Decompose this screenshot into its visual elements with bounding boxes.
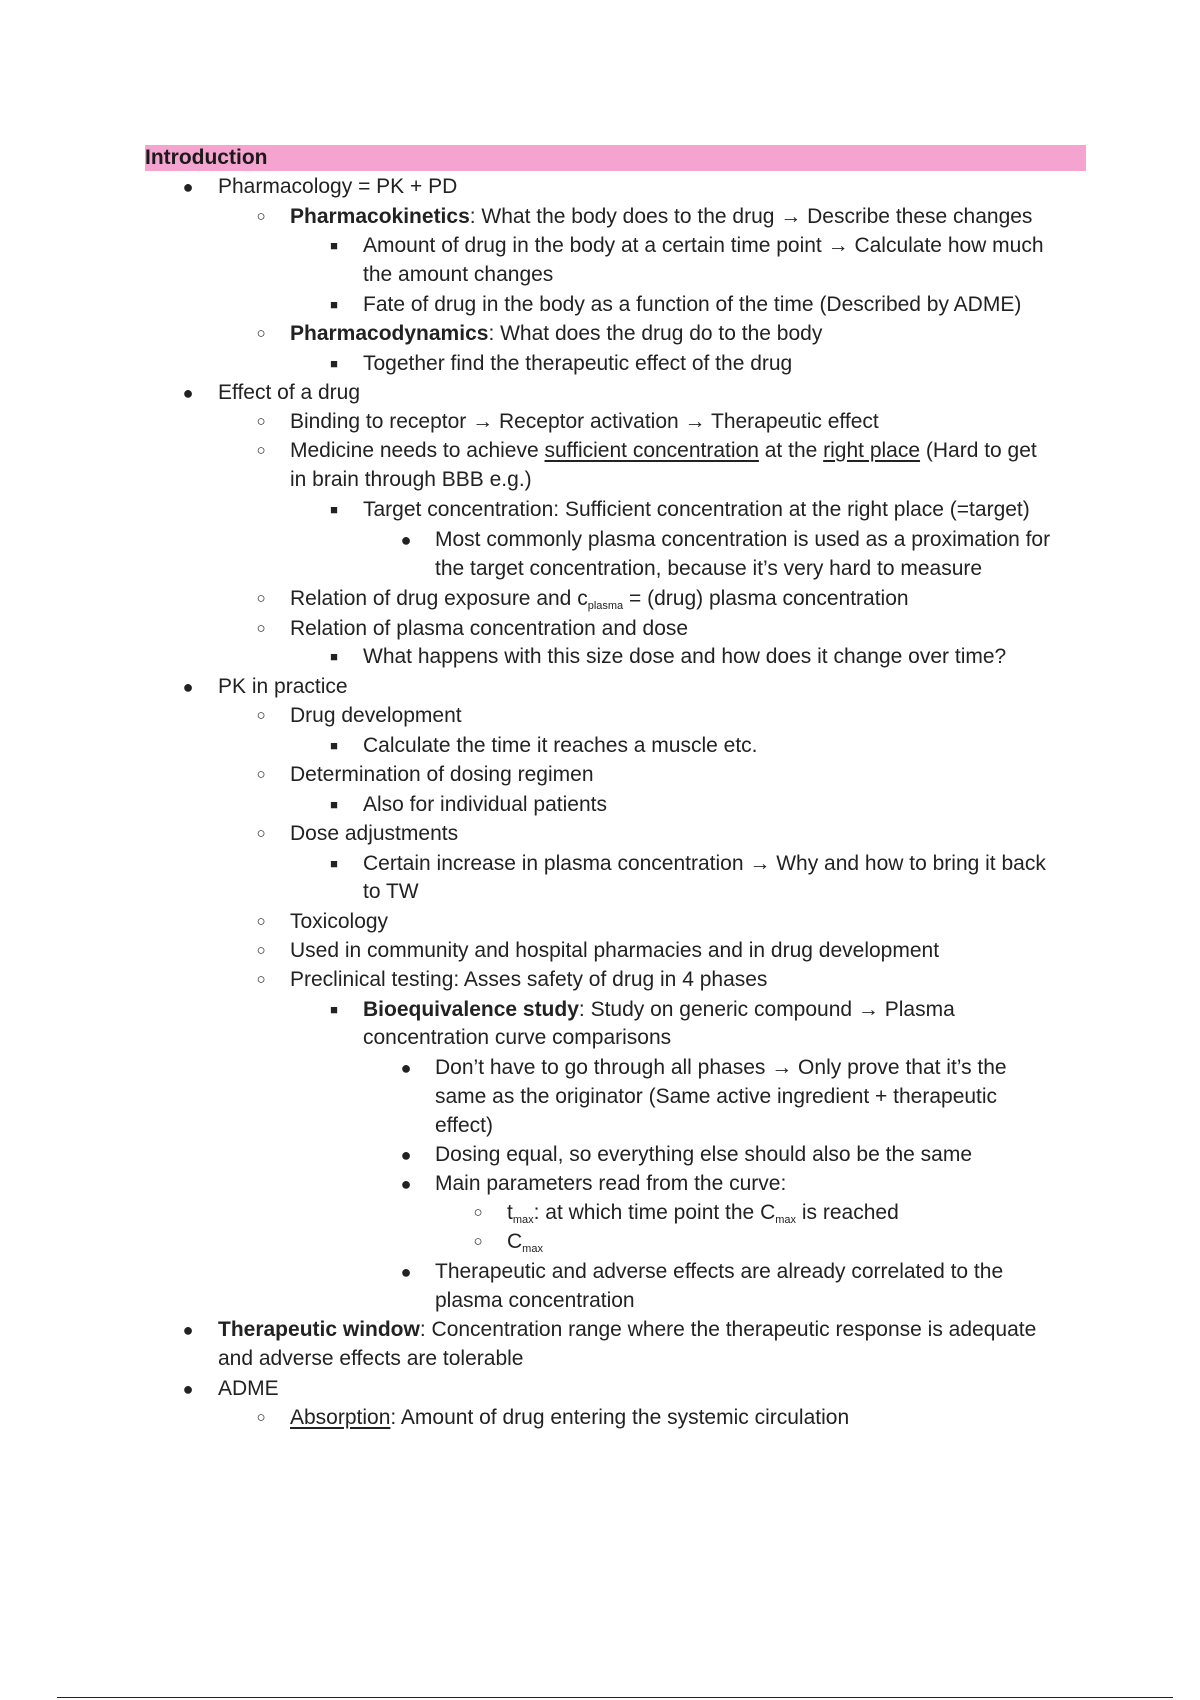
bullet-square: ■ xyxy=(330,356,338,371)
bullet-text: Calculate the time it reaches a muscle etc. xyxy=(363,734,758,757)
bullet-text: Target concentration: Sufficient concentration at the right place (=target) xyxy=(363,498,1030,521)
bullet-text: Used in community and hospital pharmacies and in drug development xyxy=(290,939,940,962)
bullet-square: ■ xyxy=(330,238,338,253)
bullet-circle: ○ xyxy=(256,325,266,342)
bullet-text-continuation: effect) xyxy=(435,1114,493,1137)
bullet-text: Preclinical testing: Asses safety of drug in 4 phases xyxy=(290,968,768,991)
section-heading: Introduction xyxy=(145,145,1086,171)
bullet-square: ■ xyxy=(330,649,338,664)
bullet-text: Also for individual patients xyxy=(363,793,607,816)
bullet-text: Drug development xyxy=(290,704,462,727)
bullet-disc: ● xyxy=(400,1262,412,1282)
bullet-circle: ○ xyxy=(473,1233,483,1250)
bullet-text: Effect of a drug xyxy=(218,381,361,404)
bullet-disc: ● xyxy=(182,177,194,197)
bullet-text: Absorption: Amount of drug entering the systemic circulation xyxy=(290,1406,850,1429)
bullet-text: Therapeutic and adverse effects are already correlated to the xyxy=(435,1260,1004,1283)
bullet-text-continuation: to TW xyxy=(363,880,419,903)
bullet-text: Relation of plasma concentration and dose xyxy=(290,617,689,640)
bullet-circle: ○ xyxy=(256,1409,266,1426)
bullet-circle: ○ xyxy=(473,1204,483,1221)
page-footer-rule xyxy=(57,1697,1173,1698)
bullet-square: ■ xyxy=(330,856,338,871)
bullet-text: Don’t have to go through all phases → Only prove that it’s the xyxy=(435,1056,1007,1079)
bullet-circle: ○ xyxy=(256,913,266,930)
bullet-text: Bioequivalence study: Study on generic compound → Plasma xyxy=(363,998,955,1021)
bullet-text: Main parameters read from the curve: xyxy=(435,1172,787,1195)
bullet-disc: ● xyxy=(400,1174,412,1194)
bullet-text: Together find the therapeutic effect of the drug xyxy=(363,352,793,375)
bullet-text-continuation: same as the originator (Same active ingredient + therapeutic xyxy=(435,1085,998,1108)
bullet-text: Therapeutic window: Concentration range where the therapeutic response is adequate xyxy=(218,1318,1037,1341)
bullet-text: Certain increase in plasma concentration → Why and how to bring it back xyxy=(363,852,1046,875)
bullet-disc: ● xyxy=(400,1058,412,1078)
bullet-circle: ○ xyxy=(256,442,266,459)
bullet-text: Amount of drug in the body at a certain time point → Calculate how much xyxy=(363,234,1044,257)
bullet-text-continuation: plasma concentration xyxy=(435,1289,635,1312)
bullet-square: ■ xyxy=(330,502,338,517)
bullet-square: ■ xyxy=(330,797,338,812)
bullet-circle: ○ xyxy=(256,766,266,783)
bullet-circle: ○ xyxy=(256,620,266,637)
bullet-text-continuation: in brain through BBB e.g.) xyxy=(290,468,532,491)
bullet-text: Toxicology xyxy=(290,910,389,933)
bullet-text-continuation: the amount changes xyxy=(363,263,554,286)
bullet-text: Determination of dosing regimen xyxy=(290,763,594,786)
bullet-text: Pharmacology = PK + PD xyxy=(218,175,458,198)
bullet-text: Dosing equal, so everything else should also be the same xyxy=(435,1143,972,1166)
bullet-disc: ● xyxy=(182,383,194,403)
bullet-circle: ○ xyxy=(256,208,266,225)
bullet-square: ■ xyxy=(330,297,338,312)
bullet-disc: ● xyxy=(400,1145,412,1165)
bullet-circle: ○ xyxy=(256,707,266,724)
bullet-disc: ● xyxy=(182,677,194,697)
bullet-text: Dose adjustments xyxy=(290,822,459,845)
bullet-disc: ● xyxy=(182,1379,194,1399)
bullet-disc: ● xyxy=(400,530,412,550)
bullet-text: Fate of drug in the body as a function of the time (Described by ADME) xyxy=(363,293,1022,316)
bullet-text: $t_{max}$: at which time point the $C_{max}$ is reached xyxy=(507,1201,899,1226)
bullet-circle: ○ xyxy=(256,942,266,959)
bullet-circle: ○ xyxy=(256,413,266,430)
bullet-text: What happens with this size dose and how does it change over time? xyxy=(363,645,1007,668)
bullet-text-continuation: and adverse effects are tolerable xyxy=(218,1347,524,1370)
bullet-text-continuation: concentration curve comparisons xyxy=(363,1026,672,1049)
bullet-circle: ○ xyxy=(256,971,266,988)
bullet-text: Pharmacokinetics: What the body does to the drug → Describe these changes xyxy=(290,205,1033,228)
bullet-text: $C_{max}$ xyxy=(507,1230,543,1255)
bullet-circle: ○ xyxy=(256,825,266,842)
bullet-text: Binding to receptor → Receptor activation → Therapeutic effect xyxy=(290,410,879,433)
bullet-text-continuation: the target concentration, because it’s very hard to measure xyxy=(435,557,983,580)
bullet-text: ADME xyxy=(218,1377,279,1400)
bullet-text: Medicine needs to achieve sufficient concentration at the right place (Hard to get xyxy=(290,439,1037,462)
bullet-disc: ● xyxy=(182,1320,194,1340)
bullet-text: Most commonly plasma concentration is used as a proximation for xyxy=(435,528,1051,551)
bullet-text: Pharmacodynamics: What does the drug do to the body xyxy=(290,322,823,345)
bullet-square: ■ xyxy=(330,738,338,753)
bullet-circle: ○ xyxy=(256,590,266,607)
bullet-text: Relation of drug exposure and $c_{plasma}$ = (drug) plasma concentration xyxy=(290,587,909,612)
bullet-text: PK in practice xyxy=(218,675,348,698)
bullet-square: ■ xyxy=(330,1002,338,1017)
